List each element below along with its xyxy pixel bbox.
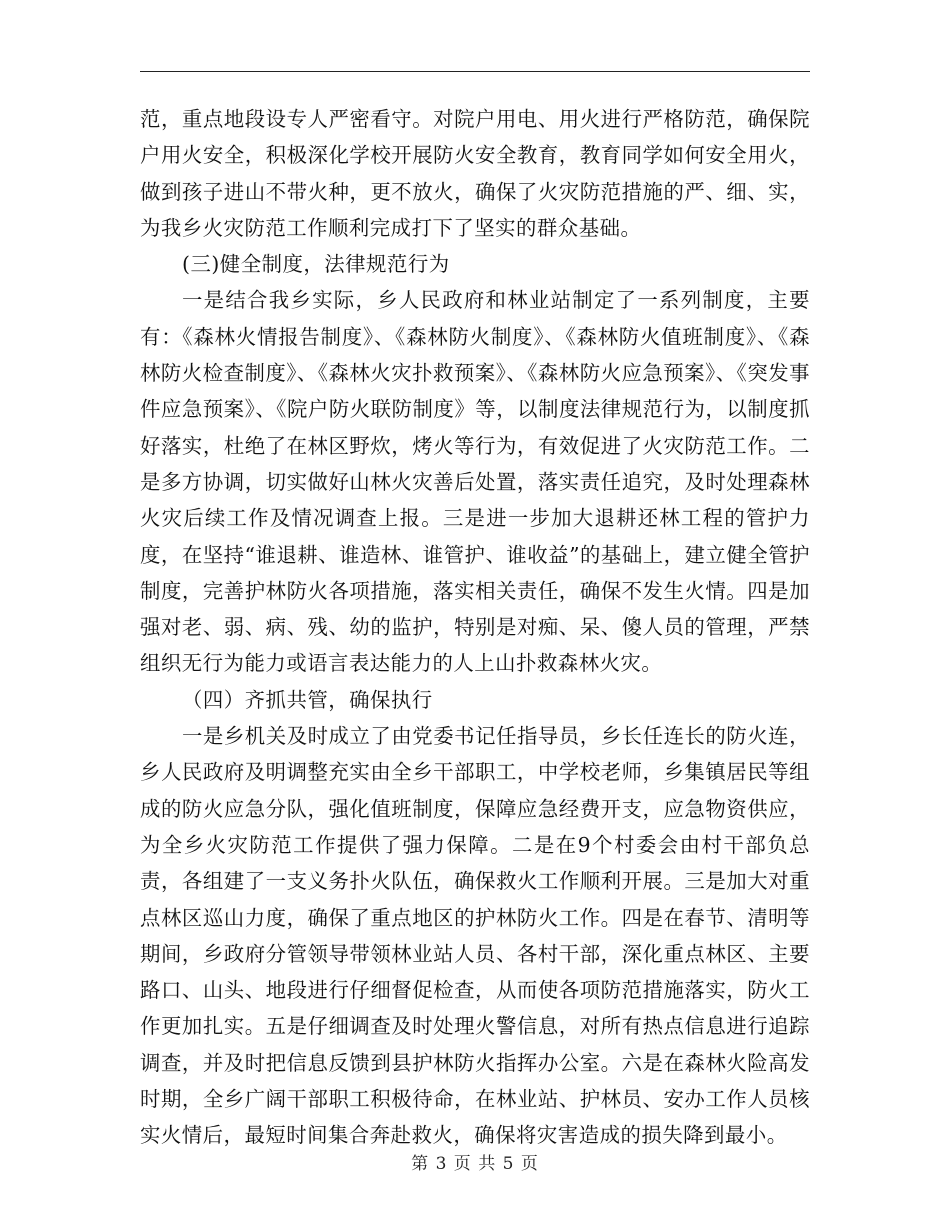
- section-heading-4: （四）齐抓共管，确保执行: [182, 687, 433, 712]
- paragraph-joint-management: 一是乡机关及时成立了由党委书记任指导员，乡长任连长的防火连，乡人民政府及明调整充实由全乡干部职工，中学校老师，乡集镇居民等组成的防火应急分队，强化值班制度，保障应急经费开支，应急物资供应，为全乡火灾防范工作提供了强力保障。二是在9个村委会由村干部负总责，各组建了一支义务扑火队伍，确保救火工作顺利开展。三是加大对重点林区巡山力度，确保了重点地区的护林防火工作。四是在春节、清明等期间，乡政府分管领导带领林业站人员、各村干部，深化重点林区、主要路口、山头、地段进行仔细督促检查，从而使各项防范措施落实，防火工作更加扎实。五是仔细调查及时处理火警信息，对所有热点信息进行追踪调查，并及时把信息反馈到县护林防火指挥办公室。六是在森林火险高发时期，全乡广阔干部职工积极待命，在林业站、护林员、安办工作人员核实火情后，最短时间集合奔赴救火，确保将灾害造成的损失降到最小。: [140, 724, 810, 1148]
- paragraph-regulations: 一是结合我乡实际，乡人民政府和林业站制定了一系列制度，主要有：《森林火情报告制度》、《森林防火制度》、《森林防火值班制度》、《森林防火检查制度》、《森林火灾扑救预案》、《森林防火应急预案》、《突发事件应急预案》、《院户防火联防制度》等，以制度法律规范行为，以制度抓好落实，杜绝了在林区野炊，烤火等行为，有效促进了火灾防范工作。二是多方协调，切实做好山林火灾善后处置，落实责任追究，及时处理森林火灾后续工作及情况调查上报。三是进一步加大退耕还林工程的管护力度，在坚持“谁退耕、谁造林、谁管护、谁收益”的基础上，建立健全管护制度，完善护林防火各项措施，落实相关责任，确保不发生火情。四是加强对老、弱、病、残、幼的监护，特别是对痴、呆、傻人员的管理，严禁组织无行为能力或语言表达能力的人上山扑救森林火灾。: [140, 288, 810, 676]
- section-heading-3: (三)健全制度，法律规范行为: [182, 252, 450, 277]
- page-number-footer: 第 3 页 共 5 页: [411, 1154, 539, 1174]
- body-text: [140, 101, 810, 1154]
- header-rule: [140, 71, 810, 72]
- paragraph-continuation: 范，重点地段设专人严密看守。对院户用电、用火进行严格防范，确保院户用火安全，积极深化学校开展防火安全教育，教育同学如何安全用火，做到孩子进山不带火种，更不放火，确保了火灾防范措施的严、细、实，为我乡火灾防范工作顺利完成打下了坚实的群众基础。: [140, 107, 810, 240]
